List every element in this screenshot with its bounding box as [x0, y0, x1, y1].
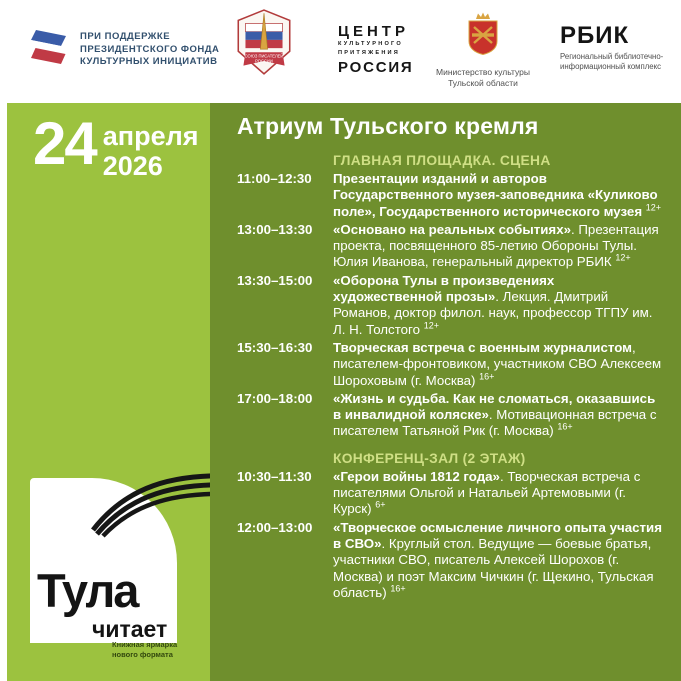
event-time: 13:00–13:30	[237, 221, 313, 237]
venue-title: Атриум Тульского кремля	[237, 113, 539, 139]
event-row	[237, 391, 663, 440]
center-rossiya-logo	[338, 24, 414, 75]
age-rating-badge: 12+	[615, 253, 631, 264]
rbik-subtitle-line: Региональный библиотечно-	[560, 52, 664, 61]
header-logo-band	[0, 0, 681, 103]
event-title: Презентации изданий и авторов Государственного музея-заповедника «Куликово поле», Государственного исторического музея	[333, 171, 658, 219]
age-rating-badge: 16+	[479, 371, 495, 382]
rbik-title: РБИК	[560, 22, 630, 49]
event-time: 13:30–15:00	[237, 272, 313, 288]
pfki-line: ПРЕЗИДЕНТСКОГО ФОНДА	[80, 43, 220, 55]
pfki-line: ПРИ ПОДДЕРЖКЕ	[80, 30, 171, 42]
age-rating-badge: 12+	[645, 202, 662, 213]
tula-chitaet-logo	[30, 478, 177, 643]
date-month: апреля	[102, 121, 199, 151]
event-row	[237, 520, 663, 601]
center-logo-line: РОССИЯ	[338, 58, 414, 76]
tagline-line: Книжная ярмарка	[112, 640, 178, 649]
event-time: 12:00–13:00	[237, 519, 313, 535]
event-description: «Жизнь и судьба. Как не сломаться, оказавшись в инвалидной коляске». Мотивационная встреча с писателем Татьяной Рик (г. Москва) $^{16+}$	[333, 390, 657, 439]
rbik-subtitle	[560, 52, 663, 72]
event-description: «Основано на реальных событиях». Презентация проекта, посвященного 85-летию Обороны Тулы. Юлия Иванова, генеральный директор РБИК $^{12+}$	[333, 221, 659, 270]
tula-logo-subtitle: читает	[92, 616, 168, 642]
event-description: «Творческое осмысление личного опыта участия в СВО». Круглый стол. Ведущие — боевые братья, участники СВО, писатель Алексей Шорохов (г. Москва) и поэт Максим Чичкин (г. Щекино, Тульская область) $^{16+}$	[333, 519, 662, 600]
event-description: «Оборона Тулы в произведениях художественной прозы». Лекция. Дмитрий Романов, доктор филол. наук, профессор ТГПУ им. Л. Н. Толстого $^{12+}$	[333, 272, 653, 337]
age-rating-badge: 16+	[390, 583, 406, 594]
event-title: «Основано на реальных событиях»	[333, 221, 571, 237]
pfki-logo	[30, 27, 219, 73]
rbik-subtitle-line: информационный комплекс	[560, 62, 662, 72]
ministry-line: Тульской области	[448, 77, 518, 88]
pfki-text	[80, 31, 219, 69]
event-row	[237, 222, 663, 271]
writers-union-emblem	[232, 8, 296, 78]
age-rating-badge: 16+	[557, 422, 573, 433]
writers-union-icon	[232, 8, 296, 78]
tula-coat-of-arms-icon	[465, 10, 501, 58]
ministry-text	[428, 67, 538, 88]
event-row	[237, 340, 663, 389]
tula-logo-tagline	[112, 640, 177, 660]
event-title: «Жизнь и судьба. Как не сломаться, оказавшись в инвалидной коляске»	[333, 390, 656, 423]
tula-ministry-logo	[428, 10, 538, 88]
tagline-line: нового формата	[112, 649, 173, 659]
event-title: «Творческое осмысление личного опыта участия в СВО»	[333, 519, 662, 551]
event-title: Творческая встреча с военным журналистом	[333, 339, 632, 355]
event-description: Творческая встреча с военным журналистом, писателем-фронтовиком, участником СВО Алексеем Шороховым (г. Москва) $^{16+}$	[333, 339, 662, 388]
event-row	[237, 469, 663, 518]
event-row	[237, 171, 663, 220]
center-logo-line: ЦЕНТР	[338, 23, 409, 40]
event-time: 11:00–12:30	[237, 171, 312, 186]
date-day: 24	[33, 110, 96, 177]
event-date	[33, 110, 199, 181]
ministry-line: Министерство культуры	[435, 67, 530, 77]
tula-logo-title: Тула	[37, 564, 138, 617]
age-rating-badge: 6+	[375, 499, 386, 510]
center-logo-line: КУЛЬТУРНОГО	[338, 41, 403, 47]
rbik-logo	[560, 24, 663, 72]
center-logo-line: ПРИТЯЖЕНИЯ	[338, 50, 401, 57]
section-heading: ГЛАВНАЯ ПЛОЩАДКА. СЦЕНА	[333, 153, 551, 168]
event-description	[333, 171, 663, 220]
schedule	[237, 153, 663, 601]
program-panel	[210, 103, 681, 681]
pfki-line: КУЛЬТУРНЫХ ИНИЦИАТИВ	[80, 56, 218, 68]
event-title: «Оборона Тулы в произведениях художественной прозы»	[333, 272, 555, 305]
event-time: 17:00–18:00	[237, 390, 313, 406]
event-row	[237, 273, 663, 338]
event-description: «Герои войны 1812 года». Творческая встреча с писателями Ольгой и Натальей Артемовыми (г. Курск) $^{6+}$	[333, 468, 641, 517]
pfki-flag-icon	[30, 27, 70, 73]
event-time: 10:30–11:30	[237, 468, 312, 484]
event-title: «Герои войны 1812 года»	[333, 468, 500, 484]
date-sidebar	[7, 103, 210, 681]
age-rating-badge: 12+	[423, 320, 439, 331]
emblem-banner-line: СОЮЗ ПИСАТЕЛЕЙ	[244, 53, 284, 59]
emblem-banner-line: РОССИИ	[255, 58, 273, 64]
date-year: 2026	[102, 150, 163, 181]
event-time: 15:30–16:30	[237, 339, 313, 355]
section-heading: КОНФЕРЕНЦ-ЗАЛ (2 ЭТАЖ)	[333, 450, 526, 466]
